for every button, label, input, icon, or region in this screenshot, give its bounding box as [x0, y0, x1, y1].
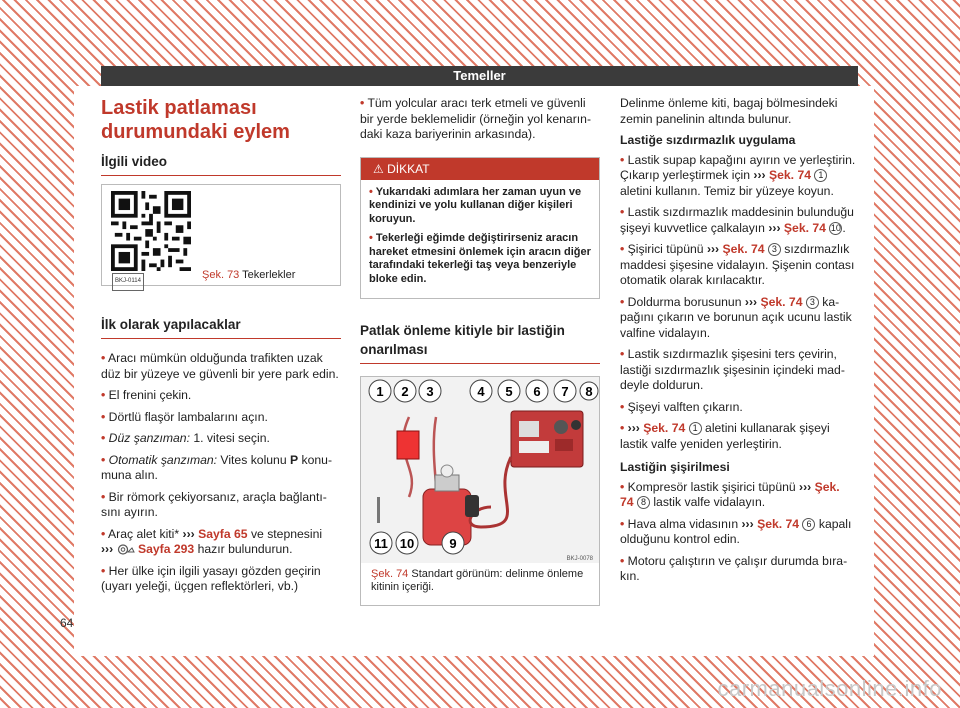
column-right [620, 96, 860, 591]
figure-link[interactable]: Şek. [783, 220, 809, 235]
list-item: • Dörtlü flaşör lambalarını açın. [101, 409, 268, 424]
figure-link[interactable]: Şek. [814, 479, 840, 494]
warning-body [361, 180, 599, 299]
qr-code-icon[interactable] [110, 191, 192, 271]
figure-label: 1 [376, 384, 384, 399]
list-item: • Otomatik şanzıman: Vites kolunu P konumuna alın. [101, 452, 333, 482]
list-item: • Lastik sızdırmazlık şişesini ters çevirin, lastiği sızdırmazlık şişesinin içindeki maddeyle doldurun. [620, 347, 845, 392]
warning-box [360, 157, 600, 300]
column-middle [360, 96, 600, 606]
video-heading: İlgili video [101, 154, 168, 169]
list-item: • Hava alma vidasının ››› Şek. 74 6 kapalı olduğunu kontrol edin. [620, 516, 852, 546]
passengers-text: • Tüm yolcular aracı terk etmeli ve güvenli bir yerde beklemelidir (örneğin yol kenarındaki kaza bariyerinin arkasında). [360, 96, 591, 141]
list-item: • El frenini çekin. [101, 388, 192, 402]
list-item: • Düz şanzıman: 1. vitesi seçin. [101, 431, 270, 445]
list-item: • Her ülke için ilgili yasayı gözden geçirin (uyarı yeleği, üçgen reflektörleri, vb.) [101, 563, 321, 593]
list-item: • Bir römork çekiyorsanız, araçla bağlantısını ayırın. [101, 489, 327, 519]
intro-text: Delinme önleme kiti, bagaj bölmesindeki zemin panelinin altında bulunur. [620, 96, 838, 126]
list-item: • Lastik sızdırmazlık maddesinin bulunduğu şişeyi kuvvetlice çalkalayın ››› Şek. 74 10 . [620, 205, 854, 235]
seal-heading: Lastiğe sızdırmazlık uygulama [620, 133, 796, 147]
first-steps-heading: İlk olarak yapılacaklar [101, 317, 241, 332]
warning-item: • Tekerleği eğimde değiştirirseniz aracın hareket etmesini önlemek için aracın diğer tarafındaki tekerleği taş veya benzeriyle bloke edin. [369, 232, 591, 285]
divider [101, 338, 341, 339]
list-item: • Araç alet kiti* ››› Sayfa 65 ve stepnesini ››› Sayfa 293 hazır bulundurun. [101, 526, 323, 556]
list-item: • Şişirici tüpünü ››› Şek. 74 3 sızdırmazlık maddesi şişesine vidalayın. Şişenin contası otomatik olarak kırılacaktır. [620, 242, 855, 287]
list-item: • Kompresör lastik şişirici tüpünü ››› Şek. 74 8 lastik valfe vidalayın. [620, 479, 840, 509]
divider [101, 175, 341, 176]
list-item: • Aracı mümkün olduğunda trafikten uzak düz bir yüzeye ve güvenli bir yere park edin. [101, 351, 339, 381]
figure-link[interactable]: Şek. 74 [722, 242, 765, 256]
figure-label: 2 [401, 384, 409, 399]
repair-heading: Patlak önleme kitiyle bir lastiğin onarılması [360, 323, 565, 357]
section-header: Temeller [101, 66, 858, 86]
warning-item: • Yukarıdaki adımlara her zaman uyun ve kendinizi ve yolu kullanan diğer kişileri koruyun. [369, 185, 582, 225]
video-caption-text: Tekerlekler [242, 269, 296, 281]
figure-caption: Şek. 74 Standart görünüm: delinme önleme kitinin içeriği. [371, 568, 584, 593]
warning-header: ⚠ DİKKAT [361, 158, 599, 180]
video-caption-ref[interactable]: Şek. 73 [202, 269, 240, 281]
list-item: • Lastik supap kapağını ayırın ve yerleştirin. Çıkarıp yerleştirmek için ››› Şek. 74 1 aletini kullanın. Temiz bir yüzeye koyun. [620, 152, 856, 198]
link-sayfa-65[interactable]: Sayfa 65 [198, 526, 248, 541]
figure-link[interactable]: Şek. 74 [769, 168, 812, 182]
figure-label: 5 [505, 384, 513, 399]
figure-label: 6 [533, 384, 541, 399]
figure-code: BKJ-0078 [566, 556, 593, 562]
figure-caption-ref[interactable]: Şek. 74 [371, 568, 409, 580]
page-number: 64 [60, 616, 74, 630]
figure-link[interactable]: Şek. 74 [643, 421, 686, 435]
list-item: • Doldurma borusunun ››› Şek. 74 3 kapağını çıkarın ve borunun açık ucunu lastik valfine vidalayın. [620, 294, 852, 340]
video-caption [202, 268, 295, 284]
repair-kit-illustration [361, 377, 599, 563]
inflate-heading: Lastiğin şişirilmesi [620, 460, 730, 474]
figure-74 [360, 376, 600, 606]
watermark: carmanualsonline.info [717, 676, 942, 701]
figure-label: 8 [585, 384, 593, 399]
first-steps-list [101, 351, 341, 595]
tyre-icon [117, 544, 135, 555]
list-item: • Şişeyi valften çıkarın. [620, 399, 743, 414]
list-item: • ››› Şek. 74 1 aletini kullanarak şişeyi lastik valfe yeniden yerleştirin. [620, 421, 830, 451]
inflate-steps [620, 480, 860, 585]
figure-link[interactable]: Şek. 74 [760, 294, 803, 309]
list-item: • Motoru çalıştırın ve çalışır durumda bırakın. [620, 553, 848, 583]
column-left [101, 96, 341, 601]
figure-label: 7 [561, 384, 569, 399]
video-box[interactable] [101, 184, 341, 286]
figure-link[interactable]: Şek. 74 [757, 516, 800, 531]
qr-code-label: BKJ-0114 [112, 273, 144, 291]
page-title: Lastik patlaması durumundaki eylem [101, 97, 290, 143]
figure-label: 11 [374, 536, 388, 551]
figure-label: 4 [477, 384, 485, 399]
divider [360, 363, 600, 364]
seal-steps [620, 153, 860, 453]
figure-label: 3 [426, 384, 434, 399]
link-sayfa-293[interactable]: Sayfa 293 [137, 542, 195, 556]
warning-triangle-icon: ⚠ [373, 161, 384, 176]
figure-label: 10 [399, 536, 415, 551]
figure-label: 9 [449, 536, 457, 551]
